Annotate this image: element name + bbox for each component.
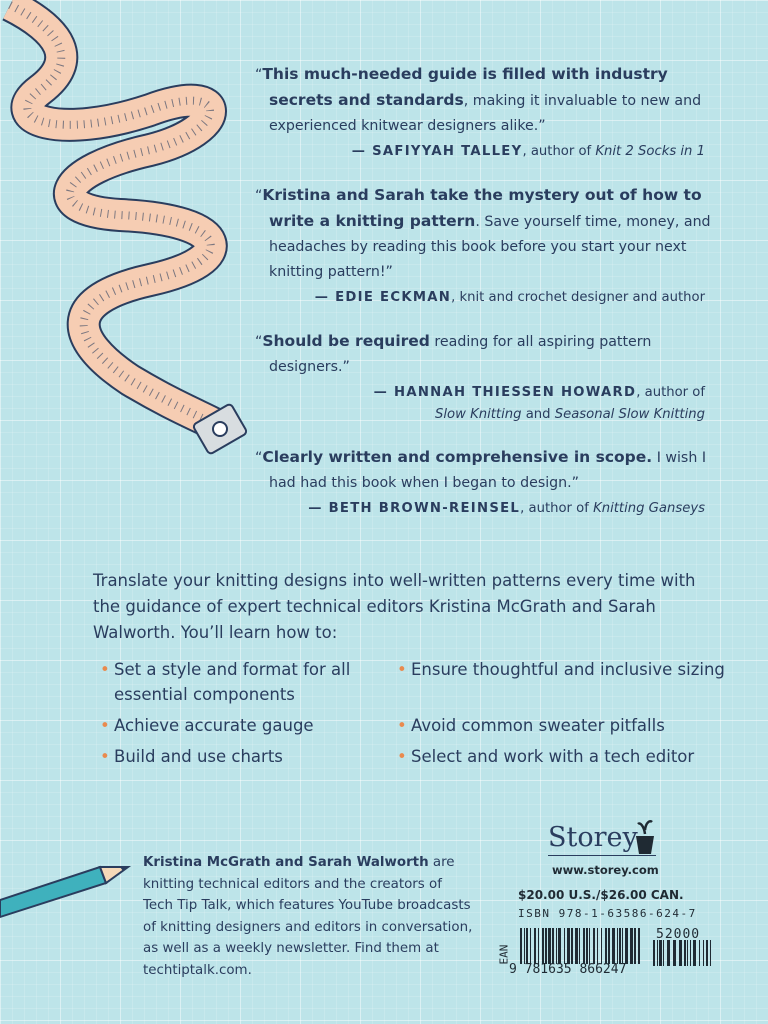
blurb-text: I wish I had had this book when I began to design.” xyxy=(269,450,707,491)
blurb-role: , author of xyxy=(636,385,705,400)
blurb-book-2: Seasonal Slow Knitting xyxy=(554,407,705,422)
blurb-text: . Save yourself time, money, and headaches by reading this book before you start your next knitting pattern!” xyxy=(269,214,711,280)
blurb-role: , knit and crochet designer and author xyxy=(451,290,705,305)
bullet-item xyxy=(100,657,374,707)
barcode-bar xyxy=(703,940,704,966)
barcode-bar xyxy=(625,928,628,964)
blurb-book: Knitting Ganseys xyxy=(593,501,705,516)
blurb-role: , author of xyxy=(520,501,594,516)
barcode-bar xyxy=(679,940,682,966)
bullet-dot-icon: • xyxy=(397,747,407,766)
bullet-text: Achieve accurate gauge xyxy=(114,716,314,735)
bullet-text: Select and work with a tech editor xyxy=(411,747,695,766)
barcode-bar xyxy=(667,940,670,966)
barcode-bar xyxy=(564,928,565,964)
barcode-bar xyxy=(524,928,525,964)
barcode-bar xyxy=(593,928,595,964)
blurb-highlight: Should be required xyxy=(262,332,430,350)
blurb-author: — BETH BROWN-REINSEL xyxy=(308,501,521,516)
barcode-bar xyxy=(699,940,700,966)
book-description: Translate your knitting designs into well-written patterns every time with the guidance of expert technical editors Kristina McGrath and Sarah Walworth. You’ll learn how to: xyxy=(93,571,696,642)
barcode-bar xyxy=(619,928,621,964)
bullet-text: Build and use charts xyxy=(114,747,283,766)
ean-label: EAN xyxy=(497,944,511,965)
barcode-bar xyxy=(638,928,640,964)
barcode-bar xyxy=(630,928,633,964)
blurb-book: Slow Knitting xyxy=(435,407,522,422)
barcode-bar xyxy=(612,928,615,964)
barcode-bar xyxy=(579,928,580,964)
barcode-bar xyxy=(684,940,686,966)
barcode-bar xyxy=(542,928,544,964)
bio-text: are knitting technical editors and the creators of Tech Tip Talk, which features YouTube broadcasts of knitting designers and editors in conversation, as well as a weekly newsletter. Find them at techtiptalk.com. xyxy=(143,855,473,978)
bullet-text: Set a style and format for all essential components xyxy=(114,660,351,704)
publisher-url: www.storey.com xyxy=(552,863,659,877)
author-bio xyxy=(143,852,473,981)
barcode-bar xyxy=(583,928,585,964)
price: $20.00 U.S./$26.00 CAN. xyxy=(518,888,684,902)
blurb-1: “This much-needed guide is filled with industry secrets and standards, making it invaluable to new and experienced knitwear designers alike.” — SAFIYYAH TALLEY, author of Knit 2 Socks in 1 xyxy=(255,65,705,159)
bullet-item xyxy=(397,713,741,738)
bullet-text: Avoid common sweater pitfalls xyxy=(411,716,665,735)
blurb-book: Knit 2 Socks in 1 xyxy=(595,144,705,159)
bullet-dot-icon: • xyxy=(397,716,407,735)
bullet-item xyxy=(100,744,374,769)
barcode-bar xyxy=(586,928,588,964)
barcode-bar xyxy=(597,928,598,964)
barcode-bar xyxy=(617,928,618,964)
blurb-text: , making it invaluable to new and experienced knitwear designers alike.” xyxy=(269,93,702,134)
barcode-bar xyxy=(710,940,711,966)
barcode-digits: 9 781635 866247 xyxy=(509,962,627,977)
barcode-bar xyxy=(534,928,536,964)
barcode-bar xyxy=(653,940,655,966)
barcode-bar xyxy=(520,928,522,964)
barcode-bar xyxy=(673,940,676,966)
barcode-bar xyxy=(687,940,688,966)
blurb-highlight: This much-needed guide is filled with industry secrets and standards xyxy=(262,65,668,109)
blurb-2: “Kristina and Sarah take the mystery out of how to write a knitting pattern. Save yourself time, money, and headaches by reading this book before you start your next knitting pattern!” — EDIE ECKMAN, knit and crochet designer and author xyxy=(255,186,711,305)
blurb-text: reading for all aspiring pattern designers.” xyxy=(269,334,652,375)
barcode-bar xyxy=(657,940,658,966)
barcode-bar xyxy=(571,928,573,964)
bullet-item xyxy=(397,744,751,769)
barcode-bar xyxy=(690,940,691,966)
barcode-bar xyxy=(608,928,610,964)
blurb-highlight: Clearly written and comprehensive in scope. xyxy=(262,448,653,466)
blurb-4: “Clearly written and comprehensive in scope. I wish I had had this book when I began to design.” — BETH BROWN-REINSEL, author of Knitting Ganseys xyxy=(255,448,707,516)
bullet-dot-icon: • xyxy=(100,747,110,766)
barcode-bar xyxy=(548,928,551,964)
barcode-bar xyxy=(706,940,708,966)
price-code: 52000 xyxy=(656,927,701,942)
barcode-bar xyxy=(693,940,696,966)
bullet-item xyxy=(397,657,741,682)
bullet-dot-icon: • xyxy=(397,660,407,679)
blurb-role: , author of xyxy=(522,144,596,159)
barcode-bar xyxy=(575,928,578,964)
barcode-bar xyxy=(659,940,662,966)
barcode-bar xyxy=(530,928,531,964)
barcode-bar xyxy=(622,928,623,964)
blurb-and: and xyxy=(521,407,555,422)
barcode-bar xyxy=(538,928,539,964)
bullet-item xyxy=(100,713,374,738)
bullet-text: Ensure thoughtful and inclusive sizing xyxy=(411,660,725,679)
publisher-logo xyxy=(548,822,638,853)
bullet-dot-icon: • xyxy=(100,660,110,679)
blurb-author: — EDIE ECKMAN xyxy=(314,290,452,305)
isbn: ISBN 978-1-63586-624-7 xyxy=(518,907,697,920)
pencil-illustration xyxy=(0,855,135,925)
barcode-bar xyxy=(663,940,664,966)
barcode-bar xyxy=(526,928,528,964)
plant-pot-icon xyxy=(634,816,656,856)
bullet-dot-icon: • xyxy=(100,716,110,735)
barcode-bar xyxy=(545,928,547,964)
logo-rule xyxy=(548,855,656,856)
barcode-bar xyxy=(567,928,570,964)
blurb-3: “Should be required reading for all aspiring pattern designers.” — HANNAH THIESSEN HOWARD, author of Slow Knitting and Seasonal Slow Knitting xyxy=(255,332,705,422)
blurb-highlight: Kristina and Sarah take the mystery out of how to write a knitting pattern xyxy=(262,186,702,230)
barcode-bar xyxy=(552,928,554,964)
publisher-name: Storey xyxy=(548,822,638,853)
barcode-bar xyxy=(605,928,607,964)
author-names: Kristina McGrath and Sarah Walworth xyxy=(143,855,429,870)
barcode-bar xyxy=(634,928,636,964)
barcode-bar xyxy=(556,928,557,964)
tape-measure-illustration xyxy=(0,0,260,500)
barcode-bar xyxy=(601,928,602,964)
barcode-bar xyxy=(589,928,590,964)
blurb-author: — HANNAH THIESSEN HOWARD xyxy=(373,385,637,400)
barcode-bar xyxy=(558,928,561,964)
blurb-author: — SAFIYYAH TALLEY xyxy=(351,144,523,159)
